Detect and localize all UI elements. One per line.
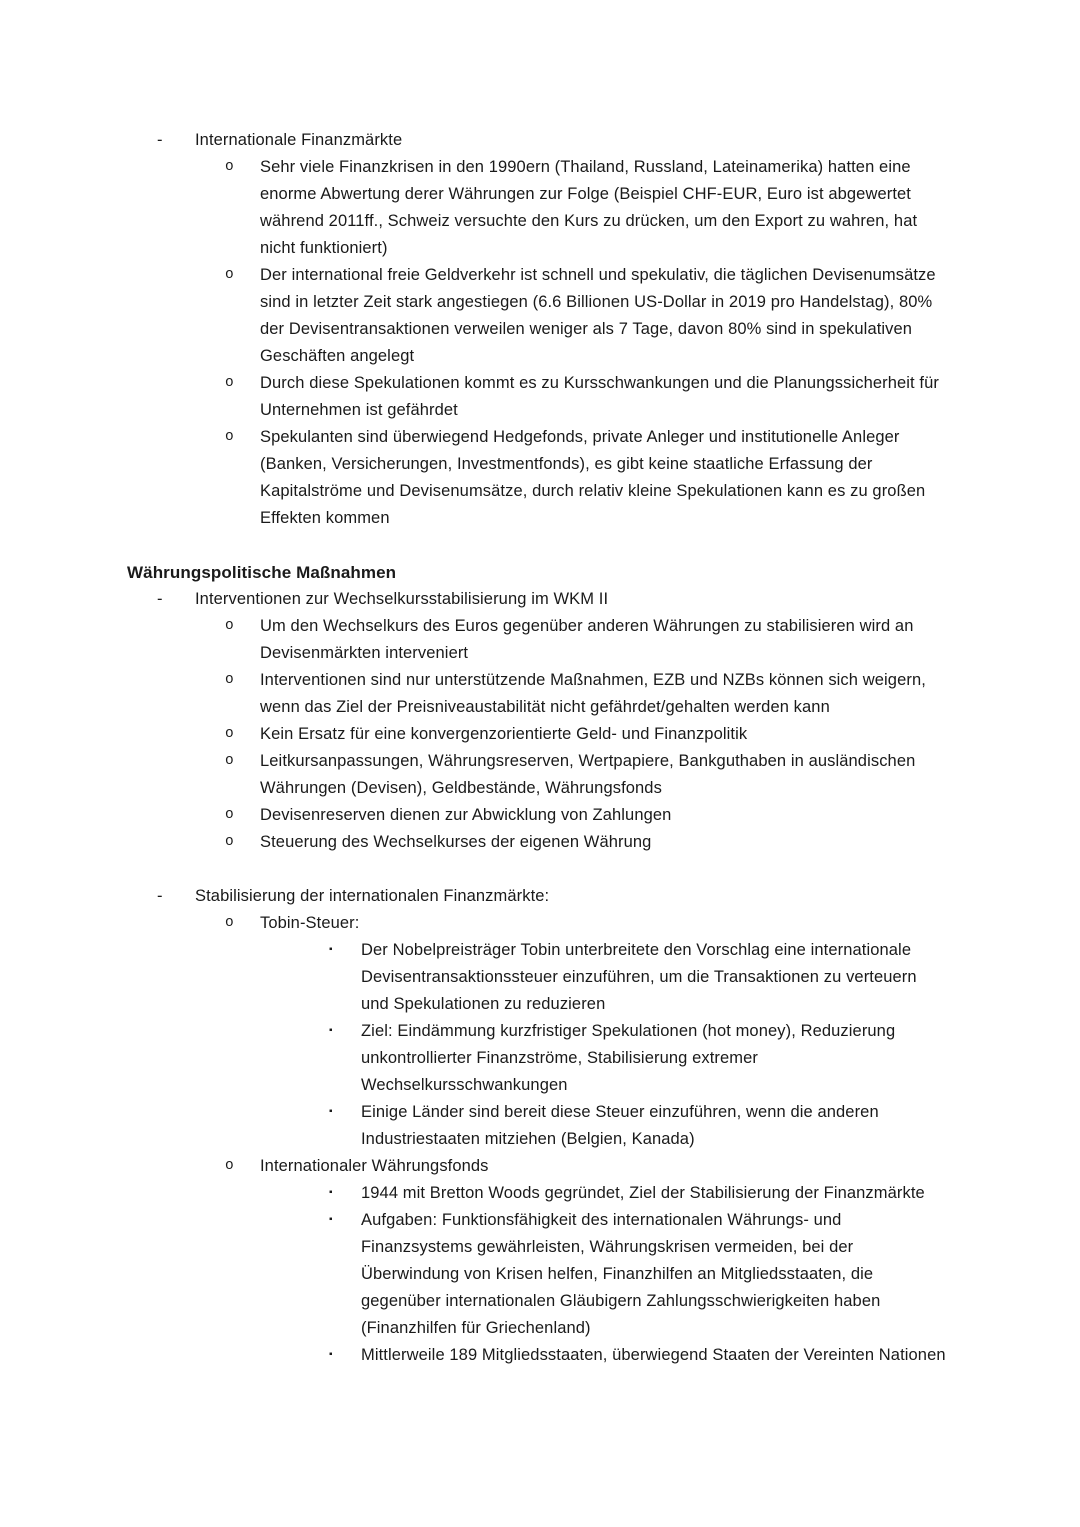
list-item-text: Um den Wechselkurs des Euros gegenüber anderen Währungen zu stabilisieren wird an Devisenmärkten interveniert xyxy=(260,617,914,662)
list-item-text: Leitkursanpassungen, Währungsreserven, Wertpapiere, Bankguthaben in ausländischen Währungen (Devisen), Geldbestände, Währungsfonds xyxy=(260,752,916,797)
list-item-text: Spekulanten sind überwiegend Hedgefonds, private Anleger und institutionelle Anleger (Banken, Versicherungen, Investmentfonds), es gibt keine staatliche Erfassung der Kapitalströme und Devisenumsätze, durch relativ kleine Spekulationen kann es zu großen Effekten kommen xyxy=(260,428,926,527)
list-item xyxy=(0,748,948,802)
bullet-marker: ▪ xyxy=(329,1106,333,1117)
list-item xyxy=(0,154,948,262)
list-item-text: Devisenreserven dienen zur Abwicklung von Zahlungen xyxy=(260,806,672,824)
bullet-marker: o xyxy=(225,915,234,931)
bullet-marker: o xyxy=(225,807,234,823)
paragraph-spacer xyxy=(0,532,948,559)
list-item xyxy=(0,262,948,370)
bullet-marker: o xyxy=(225,1158,234,1174)
section-heading xyxy=(0,559,948,586)
document-content xyxy=(0,127,948,1369)
list-item xyxy=(0,802,948,829)
list-item-text: Interventionen zur Wechselkursstabilisierung im WKM II xyxy=(195,590,609,608)
list-item-text: Steuerung des Wechselkurses der eigenen Währung xyxy=(260,833,652,851)
list-item-text: Internationale Finanzmärkte xyxy=(195,131,403,149)
section-heading-text: Währungspolitische Maßnahmen xyxy=(127,563,397,582)
list-item-text: Ziel: Eindämmung kurzfristiger Spekulationen (hot money), Reduzierung unkontrollierter Finanzströme, Stabilisierung extremer Wechselkursschwankungen xyxy=(361,1022,896,1094)
list-item-text: Der international freie Geldverkehr ist schnell und spekulativ, die täglichen Devisenumsätze sind in letzter Zeit stark angestiegen (6.6 Billionen US-Dollar in 2019 pro Handelstag), 80% der Devisentransaktionen verweilen weniger als 7 Tage, davon 80% sind in spekulativen Geschäften angelegt xyxy=(260,266,936,365)
bullet-marker: o xyxy=(225,159,234,175)
list-item xyxy=(0,1153,948,1180)
list-item xyxy=(0,1207,948,1342)
list-item xyxy=(0,667,948,721)
bullet-marker: ▪ xyxy=(329,1349,333,1360)
list-item xyxy=(0,1018,948,1099)
list-item xyxy=(0,937,948,1018)
bullet-marker: ▪ xyxy=(329,1214,333,1225)
bullet-marker: o xyxy=(225,618,234,634)
bullet-marker: o xyxy=(225,726,234,742)
list-item xyxy=(0,1342,948,1369)
paragraph-spacer xyxy=(0,856,948,883)
bullet-marker: - xyxy=(157,887,163,905)
list-item-text: Mittlerweile 189 Mitgliedsstaaten, überwiegend Staaten der Vereinten Nationen xyxy=(361,1346,946,1364)
list-item xyxy=(0,424,948,532)
list-item xyxy=(0,1099,948,1153)
list-item xyxy=(0,613,948,667)
bullet-marker: o xyxy=(225,267,234,283)
bullet-marker: o xyxy=(225,429,234,445)
list-item-text: Durch diese Spekulationen kommt es zu Kursschwankungen und die Planungssicherheit für Unternehmen ist gefährdet xyxy=(260,374,939,419)
list-item-text: Sehr viele Finanzkrisen in den 1990ern (Thailand, Russland, Lateinamerika) hatten eine enorme Abwertung derer Währungen zur Folge (Beispiel CHF-EUR, Euro ist abgewertet während 2011ff., Schweiz versuchte den Kurs zu drücken, um den Export zu wahren, hat nicht funktioniert) xyxy=(260,158,918,257)
list-item xyxy=(0,127,948,154)
list-item xyxy=(0,1180,948,1207)
list-item xyxy=(0,829,948,856)
bullet-marker: - xyxy=(157,590,163,608)
list-item xyxy=(0,883,948,910)
bullet-marker: ▪ xyxy=(329,1025,333,1036)
list-item-text: Einige Länder sind bereit diese Steuer einzuführen, wenn die anderen Industriestaaten mitziehen (Belgien, Kanada) xyxy=(361,1103,879,1148)
list-item-text: Der Nobelpreisträger Tobin unterbreitete den Vorschlag eine internationale Devisentransaktionssteuer einzuführen, um die Transaktionen zu verteuern und Spekulationen zu reduzieren xyxy=(361,941,917,1013)
bullet-marker: o xyxy=(225,834,234,850)
list-item xyxy=(0,370,948,424)
list-item xyxy=(0,586,948,613)
list-item-text: Stabilisierung der internationalen Finanzmärkte: xyxy=(195,887,550,905)
list-item-text: 1944 mit Bretton Woods gegründet, Ziel der Stabilisierung der Finanzmärkte xyxy=(361,1184,925,1202)
list-item-text: Aufgaben: Funktionsfähigkeit des internationalen Währungs- und Finanzsystems gewährleisten, Währungskrisen vermeiden, bei der Überwindung von Krisen helfen, Finanzhilfen an Mitgliedsstaaten, die gegenüber internationalen Gläubigern Zahlungsschwierigkeiten haben (Finanzhilfen für Griechenland) xyxy=(361,1211,881,1337)
list-item xyxy=(0,721,948,748)
bullet-marker: ▪ xyxy=(329,944,333,955)
bullet-marker: - xyxy=(157,131,163,149)
list-item-text: Interventionen sind nur unterstützende Maßnahmen, EZB und NZBs können sich weigern, wenn das Ziel der Preisniveaustabilität nicht gefährdet/gehalten werden kann xyxy=(260,671,926,716)
bullet-marker: ▪ xyxy=(329,1187,333,1198)
list-item-text: Internationaler Währungsfonds xyxy=(260,1157,489,1175)
bullet-marker: o xyxy=(225,375,234,391)
bullet-marker: o xyxy=(225,672,234,688)
list-item-text: Tobin-Steuer: xyxy=(260,914,360,932)
list-item xyxy=(0,910,948,937)
bullet-marker: o xyxy=(225,753,234,769)
list-item-text: Kein Ersatz für eine konvergenzorientierte Geld- und Finanzpolitik xyxy=(260,725,748,743)
